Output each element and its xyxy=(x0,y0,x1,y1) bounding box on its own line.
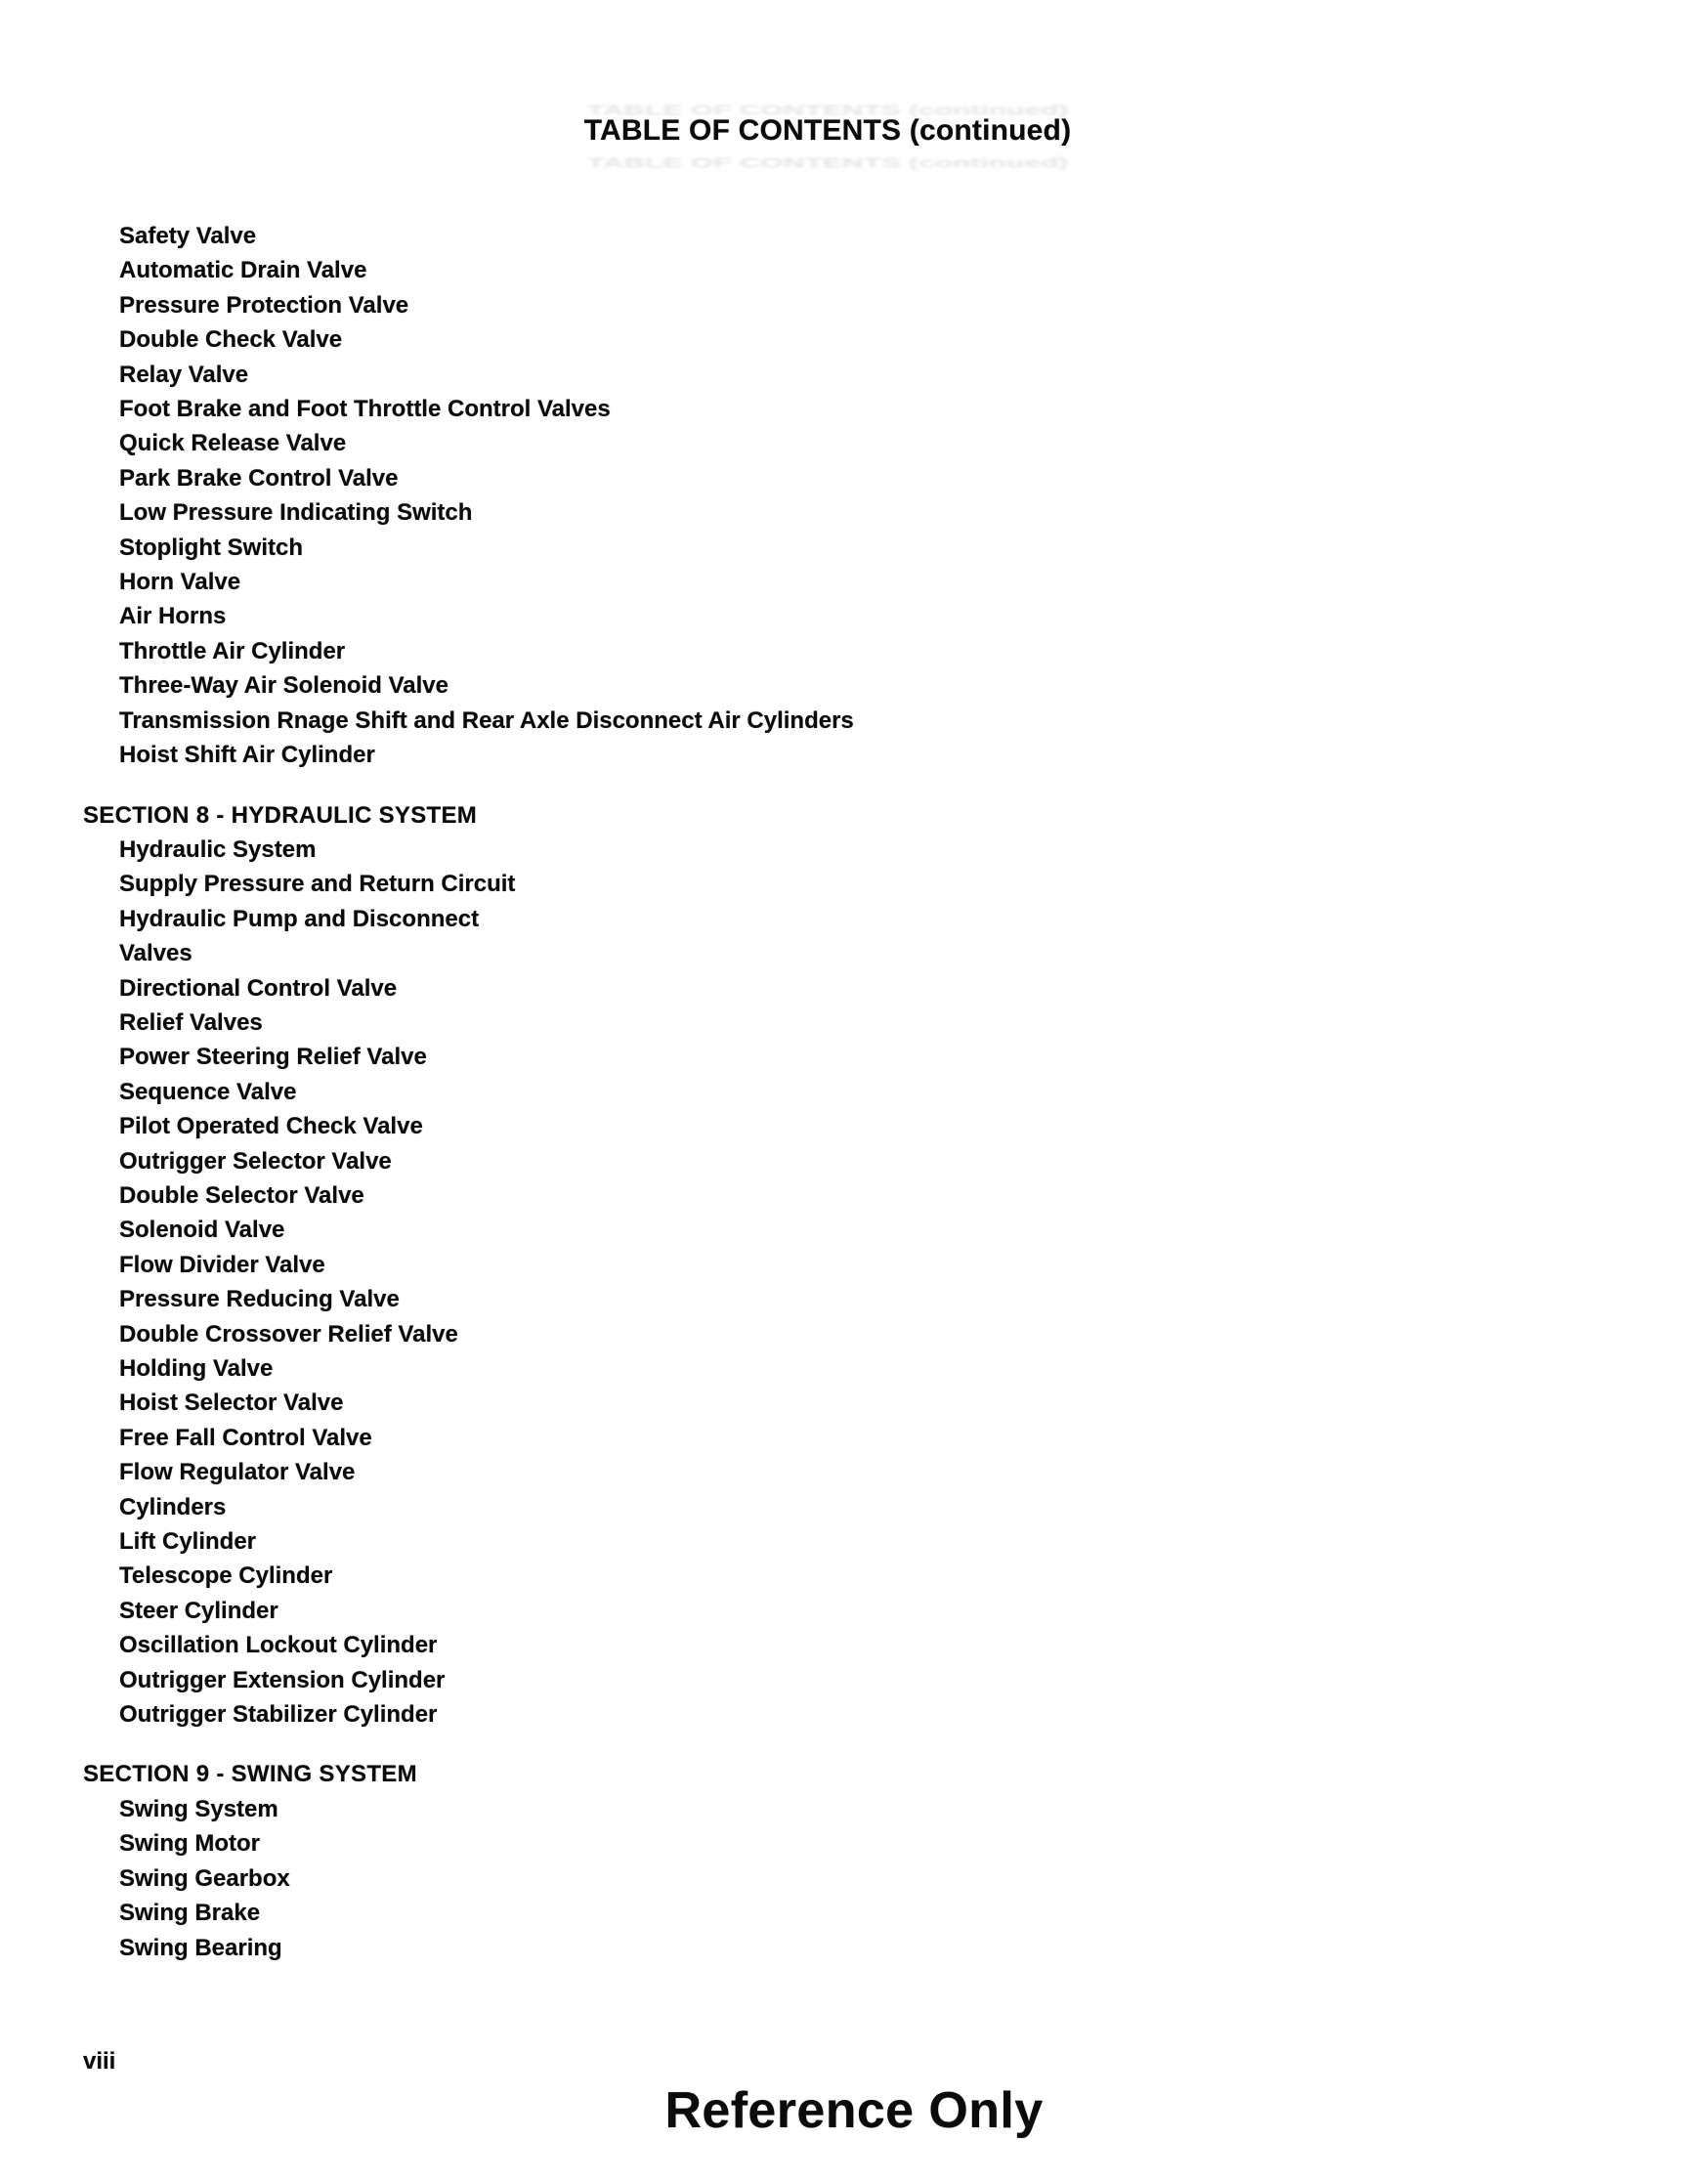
toc-item: Outrigger Stabilizer Cylinder xyxy=(119,1701,438,1729)
toc-item: Air Horns xyxy=(119,603,227,630)
toc-item: Safety Valve xyxy=(119,223,257,249)
toc-item: Lift Cylinder xyxy=(119,1528,257,1556)
toc-item: Holding Valve xyxy=(119,1355,274,1382)
toc-item: Swing Motor xyxy=(119,1830,260,1858)
toc-item: Outrigger Selector Valve xyxy=(119,1147,392,1175)
scan-ghost-artifact-bottom: TABLE OF CONTENTS (continued) xyxy=(586,154,1069,171)
section-heading: SECTION 9 - SWING SYSTEM xyxy=(83,1761,417,1788)
reference-only-footer: Reference Only xyxy=(664,2082,1044,2139)
toc-item: Pressure Reducing Valve xyxy=(119,1286,400,1313)
toc-item: Outrigger Extension Cylinder xyxy=(119,1666,446,1693)
toc-item: Three-Way Air Solenoid Valve xyxy=(119,672,448,700)
toc-item: Telescope Cylinder xyxy=(119,1562,333,1590)
page-number: viii xyxy=(83,2048,116,2075)
toc-item: Flow Divider Valve xyxy=(119,1251,325,1278)
section-heading: SECTION 8 - HYDRAULIC SYSTEM xyxy=(83,801,478,829)
toc-item: Automatic Drain Valve xyxy=(119,257,367,284)
toc-item: Pressure Protection Valve xyxy=(119,291,409,319)
page-title: TABLE OF CONTENTS (continued) xyxy=(583,114,1072,147)
toc-item: Relief Valves xyxy=(119,1008,263,1036)
toc-item: Foot Brake and Foot Throttle Control Valves xyxy=(119,396,611,423)
toc-item: Hoist Shift Air Cylinder xyxy=(119,742,375,769)
toc-item: Hydraulic System xyxy=(119,835,317,863)
toc-item: Steer Cylinder xyxy=(119,1597,278,1624)
toc-item: Throttle Air Cylinder xyxy=(119,637,346,664)
toc-item: Park Brake Control Valve xyxy=(119,464,399,492)
toc-item: Power Steering Relief Valve xyxy=(119,1044,427,1071)
toc-item: Cylinders xyxy=(119,1493,227,1520)
toc-item: Valves xyxy=(119,940,192,967)
toc-item: Transmission Rnage Shift and Rear Axle Disconnect Air Cylinders xyxy=(119,706,854,734)
toc-item: Flow Regulator Valve xyxy=(119,1459,356,1486)
toc-list xyxy=(83,219,854,1965)
toc-item: Free Fall Control Valve xyxy=(119,1424,372,1451)
toc-item: Hydraulic Pump and Disconnect xyxy=(119,905,480,932)
toc-item: Sequence Valve xyxy=(119,1078,297,1105)
toc-item: Directional Control Valve xyxy=(119,974,398,1002)
toc-item: Swing Gearbox xyxy=(119,1864,290,1892)
toc-item: Stoplight Switch xyxy=(119,534,303,561)
toc-item: Double Check Valve xyxy=(119,326,343,354)
toc-item: Quick Release Valve xyxy=(119,430,347,457)
toc-item: Oscillation Lockout Cylinder xyxy=(119,1632,438,1659)
toc-item: Double Selector Valve xyxy=(119,1181,364,1209)
toc-item: Horn Valve xyxy=(119,569,241,596)
toc-item: Supply Pressure and Return Circuit xyxy=(119,871,516,898)
toc-item: Swing System xyxy=(119,1795,278,1822)
toc-item: Pilot Operated Check Valve xyxy=(119,1113,423,1140)
toc-item: Solenoid Valve xyxy=(119,1217,285,1244)
toc-item: Double Crossover Relief Valve xyxy=(119,1320,458,1348)
toc-item: Relay Valve xyxy=(119,361,249,388)
toc-item: Low Pressure Indicating Switch xyxy=(119,499,473,527)
toc-item: Hoist Selector Valve xyxy=(119,1390,344,1417)
toc-item: Swing Brake xyxy=(119,1900,261,1927)
toc-item: Swing Bearing xyxy=(119,1934,282,1961)
scan-ghost-artifact-top: TABLE OF CONTENTS (continued) xyxy=(586,102,1069,118)
